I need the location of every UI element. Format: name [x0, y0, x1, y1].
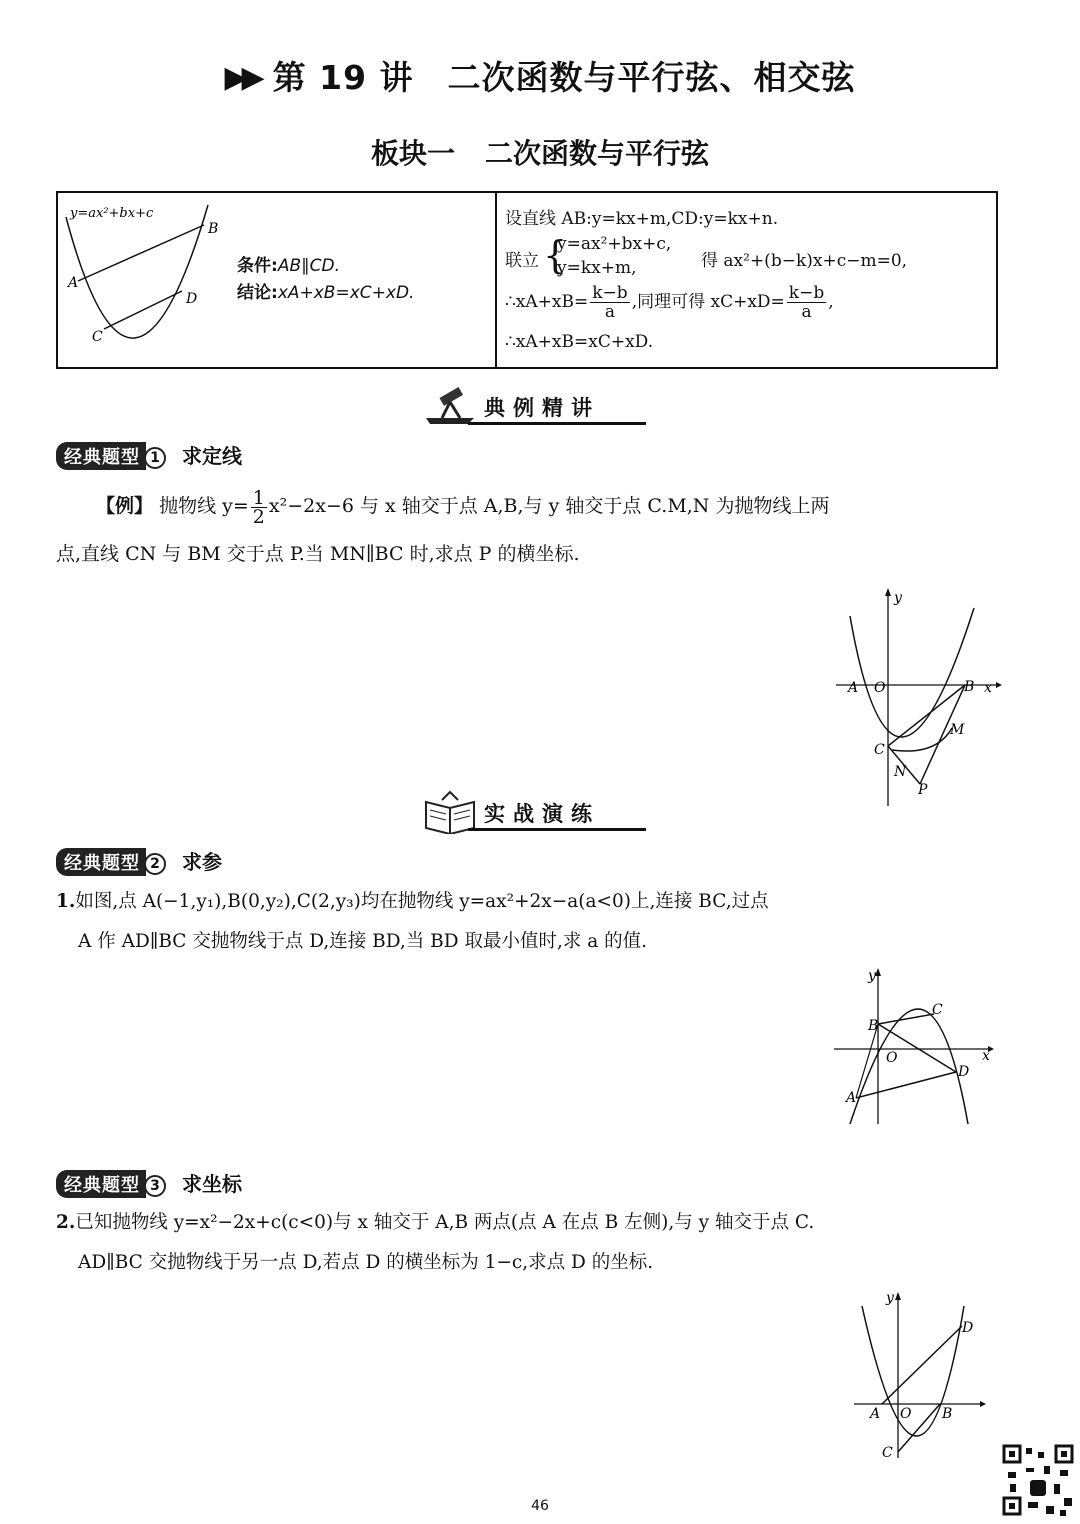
point-label-b: B	[208, 221, 219, 237]
label-y: y	[894, 590, 902, 606]
example-paragraph	[56, 486, 996, 574]
fraction-half	[251, 486, 267, 528]
section-underline-2	[468, 828, 646, 831]
condition-text: AB∥CD.	[277, 256, 340, 276]
label-o-q1: O	[886, 1050, 898, 1066]
example-line-1	[56, 486, 996, 526]
sum-cd-prefix: ,同理可得 xC+xD=	[631, 292, 785, 312]
type-tag-label-3: 经典题型	[56, 1170, 146, 1198]
question-1-line-1	[56, 882, 996, 922]
type-name-2: 求参	[182, 850, 222, 874]
question-2-line-1	[56, 1203, 996, 1243]
frac-den-2: a	[801, 302, 812, 322]
type-tag-label-2: 经典题型	[56, 848, 146, 876]
label-a-q2: A	[870, 1406, 881, 1422]
parallel-chords-figure	[60, 195, 230, 360]
type-name: 求定线	[182, 444, 242, 468]
question-1-line-2: A 作 AD∥BC 交抛物线于点 D,连接 BD,当 BD 取最小值时,求 a 的值.	[78, 931, 648, 952]
box-divider	[495, 193, 497, 367]
derivation-line-1: 设直线 AB:y=kx+m,CD:y=kx+n.	[505, 209, 779, 229]
half-den: 2	[252, 505, 265, 528]
conclusion-line	[237, 280, 414, 307]
question-1-number: 1.	[56, 891, 76, 912]
type-tag-2	[56, 846, 222, 874]
label-c: C	[874, 742, 885, 758]
type-number: 1	[144, 447, 166, 469]
derivation-line-3	[505, 284, 834, 332]
block-title	[0, 132, 1080, 172]
section-examples-label: 典例精讲	[484, 396, 600, 420]
question-1	[56, 882, 996, 962]
fraction-ab	[590, 284, 629, 321]
frac-den: a	[604, 302, 616, 322]
derivation-line-2	[505, 232, 908, 284]
line-ad-q2	[882, 1326, 962, 1404]
example-text-b: x²−2x−6 与 x 轴交于点 A,B,与 y 轴交于点 C.M,N 为抛物线上两	[268, 495, 830, 517]
label-o-q2: O	[900, 1406, 912, 1422]
question-2-line-2: AD∥BC 交抛物线于另一点 D,若点 D 的横坐标为 1−c,求点 D 的坐标.	[78, 1252, 654, 1273]
sum-cd-suffix: ,	[828, 292, 834, 312]
label-y-q1: y	[868, 968, 876, 984]
label-x: x	[984, 680, 992, 696]
question-2-figure	[852, 1286, 1002, 1458]
label-c-q1: C	[932, 1002, 943, 1018]
type-tag-3	[56, 1168, 242, 1196]
line-ad-q1	[856, 1072, 956, 1098]
example-figure	[836, 588, 1002, 810]
system-eq-1: y=ax²+bx+c,	[557, 234, 672, 254]
block-number: 板块一	[370, 137, 455, 170]
type-number-3: 3	[144, 1175, 166, 1197]
label-b: B	[964, 679, 975, 695]
label-m: M	[950, 722, 965, 738]
example-text-a: 抛物线 y=	[159, 495, 249, 517]
lecture-title	[0, 52, 1080, 99]
condition-label: 条件:	[237, 256, 278, 276]
block-title-text: 二次函数与平行弦	[485, 137, 710, 170]
parabola	[850, 608, 974, 737]
example-line-2: 点,直线 CN 与 BM 交于点 P.当 MN∥BC 时,求点 P 的横坐标.	[56, 543, 580, 565]
question-1-text-1: 如图,点 A(−1,y₁),B(0,y₂),C(2,y₃)均在抛物线 y=ax²+2x−a(a<0)上,连接 BC,过点	[75, 891, 769, 912]
half-num: 1	[252, 486, 265, 509]
conclusion-text: xA+xB=xC+xD.	[277, 283, 415, 303]
system-result: 得 ax²+(b−k)x+c−m=0,	[701, 251, 908, 271]
label-y-q2: y	[886, 1290, 894, 1306]
line-bc-q1	[878, 1014, 934, 1024]
label-d-q2: D	[962, 1320, 974, 1336]
question-1-figure	[832, 964, 998, 1126]
sum-ab-prefix: ∴xA+xB=	[505, 292, 589, 312]
section-underline	[468, 422, 646, 425]
frac-num-2: k−b	[788, 283, 825, 303]
point-label-c: C	[92, 329, 103, 345]
frac-num: k−b	[592, 283, 628, 303]
brace-icon: {	[543, 233, 568, 277]
curve-label: y=ax²+bx+c	[70, 206, 154, 221]
page-number: 46	[531, 1498, 549, 1514]
line-mn	[892, 728, 952, 751]
section-examples	[420, 384, 630, 428]
point-label-a: A	[68, 275, 79, 291]
point-label-d: D	[186, 291, 198, 307]
label-b-q1: B	[868, 1018, 879, 1034]
label-c-q2: C	[882, 1445, 893, 1458]
label-o: O	[874, 680, 886, 696]
type-number-2: 2	[144, 853, 166, 875]
double-arrow-icon: ▶▶	[224, 60, 259, 95]
parabola-curve	[66, 205, 208, 338]
condition-line	[237, 253, 414, 280]
type-name-3: 求坐标	[182, 1172, 242, 1196]
label-d-q1: D	[958, 1064, 970, 1080]
type-tag-label: 经典题型	[56, 442, 146, 470]
question-2	[56, 1203, 996, 1283]
example-label: 【例】	[96, 495, 154, 517]
system-prefix: 联立	[505, 251, 539, 271]
type-tag-1	[56, 440, 242, 468]
derivation-line-4: ∴xA+xB=xC+xD.	[505, 332, 654, 352]
chord-cd	[104, 291, 182, 329]
section-practice-label: 实战演练	[484, 802, 600, 826]
label-a: A	[848, 680, 859, 696]
section-practice	[420, 790, 630, 834]
label-a-q1: A	[846, 1090, 857, 1106]
label-n: N	[894, 764, 907, 780]
system-eq-2: y=kx+m,	[557, 258, 637, 278]
derivation	[505, 204, 908, 352]
condition-conclusion	[237, 253, 414, 307]
label-p: P	[918, 782, 928, 798]
question-2-text-1: 已知抛物线 y=x²−2x+c(c<0)与 x 轴交于 A,B 两点(点 A 在点 B 左侧),与 y 轴交于点 C.	[75, 1212, 815, 1233]
lecture-number: 第 19 讲	[272, 58, 414, 97]
lecture-title-text: 二次函数与平行弦、相交弦	[447, 58, 856, 97]
fraction-cd	[787, 284, 826, 321]
label-x-q1: x	[982, 1048, 990, 1064]
question-2-number: 2.	[56, 1212, 76, 1233]
conclusion-label: 结论:	[237, 283, 278, 303]
label-b-q2: B	[942, 1406, 953, 1422]
